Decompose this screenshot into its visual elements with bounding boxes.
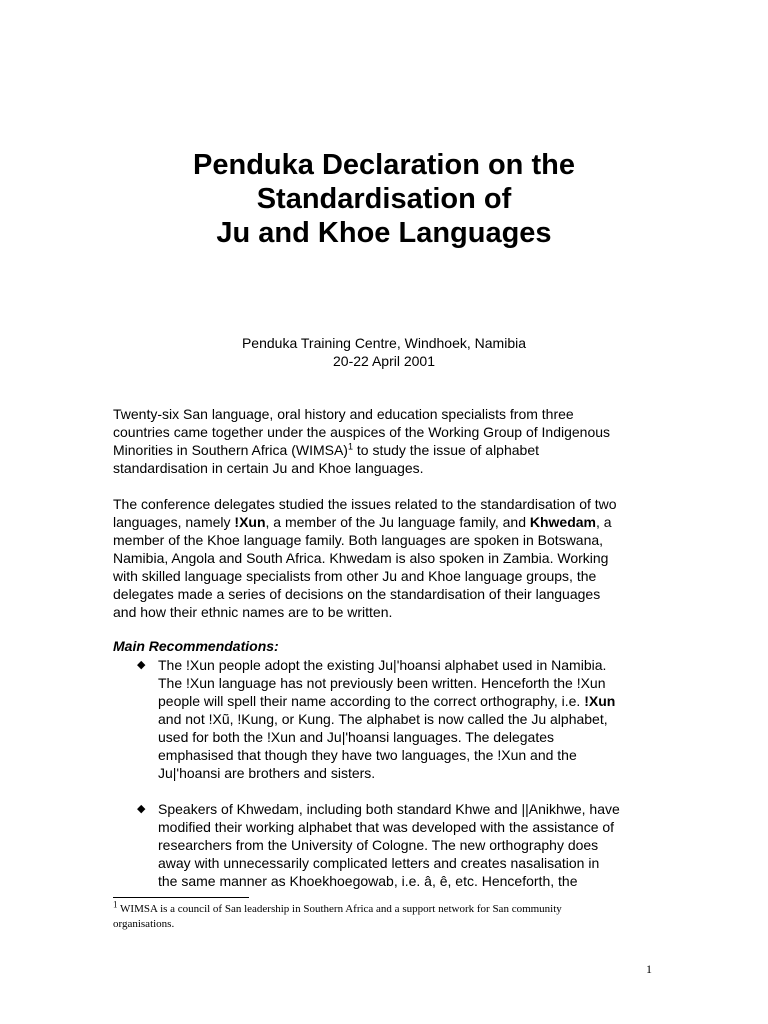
footnote-reference[interactable]: 1 [347, 441, 353, 452]
khwedam-line-5: the same manner as Khoekhoegowab, i.e. â, ê, etc. Henceforth, the [158, 873, 578, 889]
khwedam-line-3: researchers from the University of Cologne. The new orthography does [158, 837, 599, 853]
xun-line-4: and not !Xũ, !Kung, or Kung. The alphabet is now called the Ju alphabet, [158, 711, 608, 727]
intro-line-2: countries came together under the auspices of the Working Group of Indigenous [113, 424, 611, 440]
page-number: 1 [646, 962, 652, 976]
xun-line-6: emphasised that though they have two languages, the !Xun and the [158, 747, 577, 763]
title-line-1: Penduka Declaration on the [193, 149, 575, 181]
footnote-line-1 [113, 899, 661, 917]
recommendation-list-item [113, 800, 661, 890]
title-line-2: Standardisation of [256, 183, 512, 215]
recommendation-khwedam [113, 800, 661, 890]
conference-paragraph [113, 495, 661, 621]
khwedam-line-1: Speakers of Khwedam, including both standard Khwe and ||Anikhwe, have [158, 801, 620, 817]
recommendation-xun [113, 656, 661, 782]
intro-line-3 [113, 441, 661, 459]
conference-line-2-text-a: languages, namely [113, 514, 235, 530]
conference-line-4: Namibia, Angola and South Africa. Khwedam is also spoken in Zambia. Working [113, 550, 609, 566]
khwedam-term: Khwedam [529, 514, 596, 530]
main-recommendations-heading: Main Recommendations: [113, 638, 279, 654]
xun-term: !Xun [234, 514, 266, 530]
xun-line-3 [158, 692, 661, 710]
xun-line-3-text: people will spell their name according to the correct orthography, i.e. [158, 693, 585, 709]
conference-line-2-text-c: , a [596, 514, 612, 530]
footnote-text: WIMSA is a council of San leadership in Southern Africa and a support network for San community [117, 903, 562, 915]
venue-line: Penduka Training Centre, Windhoek, Namibia [241, 335, 527, 351]
conference-line-2-text-b: , a member of the Ju language family, and [265, 514, 530, 530]
diamond-bullet-icon: ◆ [137, 803, 146, 815]
xun-line-7: Ju|'hoansi are brothers and sisters. [158, 765, 376, 781]
khwedam-line-2: modified their working alphabet that was developed with the assistance of [158, 819, 615, 835]
xun-line-2: The !Xun language has not previously been written. Henceforth the !Xun [158, 675, 606, 691]
conference-line-5: with skilled language specialists from other Ju and Khoe language groups, the [113, 568, 597, 584]
xun-term-bold: !Xun [584, 693, 616, 709]
conference-line-7: and how their ethnic names are to be written. [113, 604, 393, 620]
footnote [113, 899, 661, 932]
conference-line-3: member of the Khoe language family. Both languages are spoken in Botswana, [113, 532, 604, 548]
intro-line-1: Twenty-six San language, oral history and education specialists from three [113, 406, 574, 422]
conference-line-1: The conference delegates studied the issues related to the standardisation of two [113, 496, 617, 512]
xun-line-5: used for both the !Xun and Ju|'hoansi languages. The delegates [158, 729, 555, 745]
footnote-marker: 1 [113, 899, 118, 910]
document-title [0, 148, 768, 250]
date-line: 20-22 April 2001 [333, 353, 435, 369]
recommendation-list-item [113, 656, 661, 782]
conference-line-2 [113, 513, 661, 531]
diamond-bullet-icon: ◆ [137, 659, 146, 671]
khwedam-line-4: away with unnecessarily complicated letters and creates nasalisation in [158, 855, 600, 871]
xun-line-1: The !Xun people adopt the existing Ju|'hoansi alphabet used in Namibia. [158, 657, 607, 673]
intro-line-4: standardisation in certain Ju and Khoe languages. [113, 460, 424, 476]
venue-and-date [0, 334, 768, 370]
title-line-3: Ju and Khoe Languages [216, 217, 552, 249]
intro-paragraph [113, 405, 661, 477]
conference-line-6: delegates made a series of decisions on the standardisation of their languages [113, 586, 601, 602]
intro-line-3-text-a: Minorities in Southern Africa (WIMSA) [113, 442, 348, 458]
intro-line-3-text-b: to study the issue of alphabet [352, 442, 539, 458]
footnote-line-2: organisations. [113, 918, 175, 930]
footnote-divider [113, 897, 249, 898]
